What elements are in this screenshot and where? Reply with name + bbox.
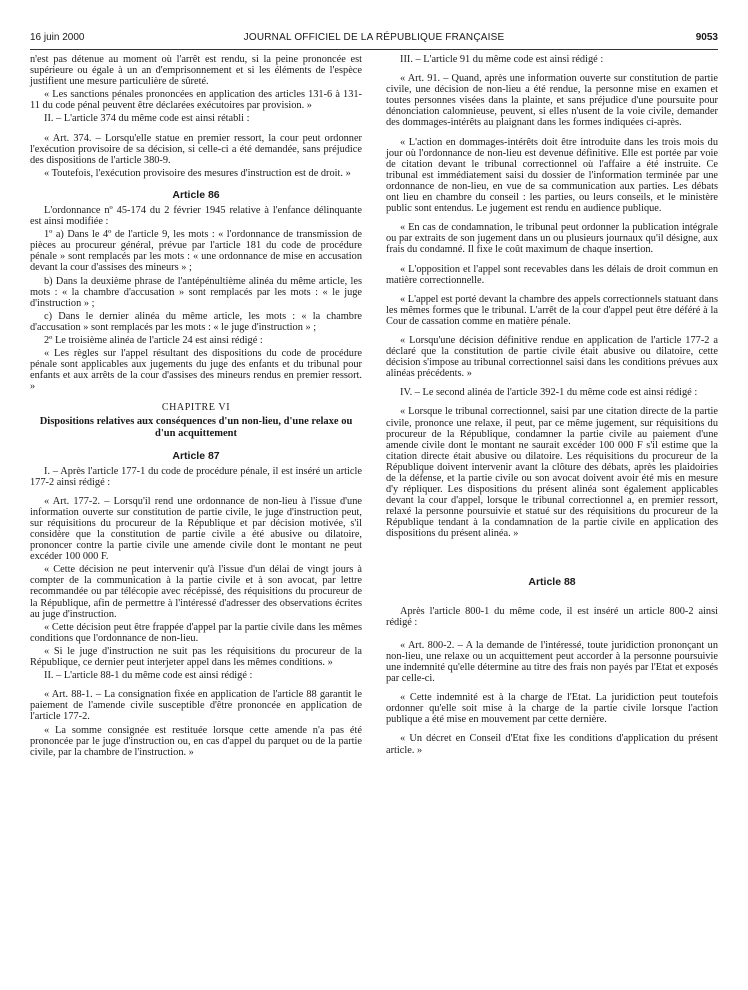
paragraph: « Art. 88-1. – La consignation fixée en application de l'article 88 garantit le paiement de l'amende civile susceptible d'être prononcée en application de l'article 177-2.	[30, 689, 362, 723]
paragraph: « Cette décision ne peut intervenir qu'à l'issue d'un délai de vingt jours à compter de la communication à la partie civile et à son avocat, par lettre recommandée ou par télécopie avec récépissé, des réquisitions du procureur de la République, afin de permettre à l'intéressé d'adresser des observations écrites au juge d'instruction.	[30, 564, 362, 620]
paragraph: « Art. 177-2. – Lorsqu'il rend une ordonnance de non-lieu à l'issue d'une information ouverte sur constitution de partie civile, le juge d'instruction peut, sur réquisitions du procureur de la République et par décision motivée, s'il considère que la constitution de partie civile a été abusive ou dilatoire, prononcer contre la partie civile une amende civile dont le montant ne peut excéder 100 000 F.	[30, 495, 362, 563]
chapter-label: CHAPITRE VI	[161, 402, 231, 414]
paragraph: « L'appel est porté devant la chambre des appels correctionnels statuant dans les mêmes formes que le tribunal. L'arrêt de la cour d'appel peut être déféré à la Cour de cassation comme en matière pénale.	[386, 293, 718, 327]
paragraph: « Art. 91. – Quand, après une information ouverte sur constitution de partie civile, une décision de non-lieu a été rendue, la personne mise en examen et toutes personnes visées dans la plainte, et sans préjudice d'une poursuite pour dénonciation calomnieuse, peuvent, si elles n'usent de la voie civile, demander des dommages-intérêts au plaignant dans les formes indiquées ci-après.	[386, 73, 718, 129]
article-heading-88: Article 88	[528, 575, 576, 588]
paragraph: II. – L'article 88-1 du même code est ainsi rédigé :	[44, 670, 253, 682]
paragraph: n'est pas détenue au moment où l'arrêt est rendu, si la peine prononcée est supérieure ou égale à un an d'emprisonnement et si les éléments de l'espèce justifient une mesure particulière de sûreté.	[30, 54, 362, 88]
header-journal-title: JOURNAL OFFICIEL DE LA RÉPUBLIQUE FRANÇAISE	[243, 32, 505, 43]
paragraph: 2º Le troisième alinéa de l'article 24 est ainsi rédigé :	[44, 334, 263, 346]
paragraph: « Un décret en Conseil d'Etat fixe les conditions d'application du présent article. »	[386, 733, 718, 756]
paragraph: « Cette indemnité est à la charge de l'Etat. La juridiction peut toutefois ordonner qu'elle soit mise à la charge de la partie civile lorsque l'action publique a été mise en mouvement par cette dernière.	[386, 692, 718, 726]
paragraph: « L'action en dommages-intérêts doit être introduite dans les trois mois du jour où l'ordonnance de non-lieu est devenue définitive. Elle est portée par voie de citation devant le tribunal correctionnel où l'affaire a été instruite. Ce tribunal est immédiatement saisi du dossier de l'information terminée par une ordonnance de non-lieu, en vue de sa communication aux parties. Les débats ont lieu en chambre du conseil : les parties, ou leurs conseils, et le ministère public sont entendus. Le jugement est rendu en audience publique.	[386, 136, 718, 215]
paragraph: I. – Après l'article 177-1 du code de procédure pénale, il est inséré un article 177-2 ainsi rédigé :	[30, 465, 362, 488]
paragraph: « Art. 800-2. – A la demande de l'intéressé, toute juridiction prononçant un non-lieu, une relaxe ou un acquittement peut accorder à la personne poursuivie une indemnité qu'elle détermine au titre des frais non payés par l'Etat et exposés par celle-ci.	[386, 639, 718, 685]
paragraph: II. – L'article 374 du même code est ainsi rétabli :	[44, 113, 250, 125]
article-heading-86: Article 86	[172, 188, 220, 201]
header-rule	[30, 49, 718, 50]
paragraph: « Les sanctions pénales prononcées en application des articles 131-6 à 131-11 du code pénal peuvent être déclarées exécutoires par provision. »	[30, 89, 362, 112]
paragraph: 1º a) Dans le 4º de l'article 9, les mots : « l'ordonnance de transmission de pièces au procureur général, prévue par l'article 181 du code de procédure pénale » sont remplacés par les mots : « une ordonnance de mise en accusation devant la cour d'assises des mineurs » ;	[30, 229, 362, 274]
paragraph: « Lorsqu'une décision définitive rendue en application de l'article 177-2 a déclaré que la constitution de partie civile était abusive ou dilatoire, cette décision s'impose au tribunal correctionnel saisi dans les conditions prévues aux alinéas précédents. »	[386, 334, 718, 380]
paragraph: « Art. 374. – Lorsqu'elle statue en premier ressort, la cour peut ordonner l'exécution provisoire de sa décision, si celle-ci a été demandée, sans préjudice des dispositions de l'article 380-9.	[30, 132, 362, 166]
paragraph: « La somme consignée est restituée lorsque cette amende n'a pas été prononcée par le juge d'instruction ou, en cas d'appel du parquet ou de la partie civile, par la chambre de l'instruction. »	[30, 724, 362, 758]
paragraph: « Les règles sur l'appel résultant des dispositions du code de procédure pénale sont applicables aux jugements du juge des enfants et du tribunal pour enfants et aux arrêts de la cour d'assises des mineurs rendus en premier ressort. »	[30, 348, 362, 393]
left-column	[30, 54, 362, 760]
right-column	[386, 54, 718, 758]
page-header	[30, 30, 718, 50]
paragraph: IV. – Le second alinéa de l'article 392-1 du même code est ainsi rédigé :	[400, 387, 698, 399]
paragraph: « Cette décision peut être frappée d'appel par la partie civile dans les mêmes conditions que l'ordonnance de non-lieu.	[30, 621, 362, 644]
paragraph: b) Dans la deuxième phrase de l'antépénultième alinéa du même article, les mots : « la chambre d'accusation » sont remplacés par les mots : « le juge d'instruction » ;	[30, 275, 362, 309]
header-page-number: 9053	[695, 32, 718, 43]
paragraph: « Lorsque le tribunal correctionnel, saisi par une citation directe de la partie civile, prononce une relaxe, il peut, par ce même jugement, sur réquisitions du procureur de la République, condamner la partie civile au paiement d'une amende civile dont le montant ne saurait excéder 100 000 F s'il estime que la citation directe était abusive ou dilatoire. Les réquisitions du procureur de la République doivent intervenir avant la clôture des débats, après les plaidoiries de la défense, et la partie civile ou son avocat doivent avoir été mis en mesure d'y répliquer. Les dispositions du présent alinéa sont également applicables devant la cour d'appel, lorsque le tribunal correctionnel a, en premier ressort, relaxé la personne poursuivie et statué sur des réquisitions du procureur de la République tendant à la condamnation de la partie civile en application des dispositions du présent alinéa. »	[386, 406, 718, 540]
paragraph: « Toutefois, l'exécution provisoire des mesures d'instruction est de droit. »	[44, 167, 351, 179]
paragraph: « L'opposition et l'appel sont recevables dans les délais de droit commun en matière correctionnelle.	[386, 263, 718, 286]
paragraph: « Si le juge d'instruction ne suit pas les réquisitions du procureur de la République, ce dernier peut interjeter appel dans les mêmes conditions. »	[30, 645, 362, 669]
header-date: 16 juin 2000	[30, 32, 85, 43]
chapter-title: Dispositions relatives aux conséquences d'un non-lieu, d'une relaxe ou d'un acquittement	[39, 415, 353, 439]
paragraph: c) Dans le dernier alinéa du même article, les mots : « la chambre d'accusation » sont remplacés par les mots : « le juge d'instruction » ;	[30, 310, 362, 333]
paragraph: L'ordonnance nº 45-174 du 2 février 1945 relative à l'enfance délinquante est ainsi modifiée :	[30, 204, 362, 228]
article-heading-87: Article 87	[172, 449, 220, 462]
paragraph: « En cas de condamnation, le tribunal peut ordonner la publication intégrale ou par extraits de son jugement dans un ou plusieurs journaux qu'il désigne, aux frais du condamné. Il fixe le coût maximum de chaque insertion.	[386, 222, 718, 256]
paragraph: Après l'article 800-1 du même code, il est inséré un article 800-2 ainsi rédigé :	[386, 605, 718, 628]
paragraph: III. – L'article 91 du même code est ainsi rédigé :	[400, 54, 604, 65]
